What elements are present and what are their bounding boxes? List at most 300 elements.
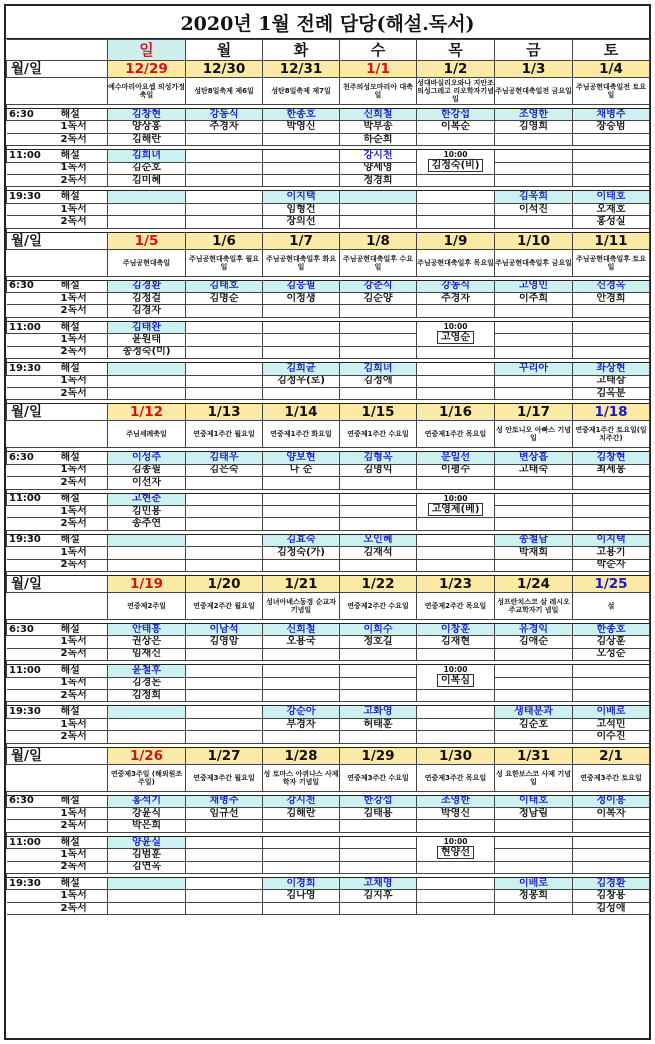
commentary-name xyxy=(495,836,573,848)
commentary-name xyxy=(573,493,650,505)
commentary-name: 한종호 xyxy=(263,109,340,121)
blank xyxy=(7,636,51,648)
commentary-name xyxy=(340,321,417,333)
commentary-row xyxy=(7,321,650,333)
reading1-name: 양세영 xyxy=(340,162,417,174)
blank xyxy=(7,346,51,358)
time-label: 19:30 xyxy=(7,878,51,890)
reading1-name: 김나영 xyxy=(263,890,340,902)
reading2-name xyxy=(340,305,417,317)
commentary-name xyxy=(108,363,186,375)
reading2-name xyxy=(495,648,573,660)
reading1-name xyxy=(186,890,263,902)
feast-cell: 연중제3주간 월요일 xyxy=(186,764,263,791)
reading2-name xyxy=(340,387,417,399)
commentary-name: 변상흡 xyxy=(495,452,573,464)
reading1-name: 고태삼 xyxy=(573,375,650,387)
commentary-name: 신희철 xyxy=(340,109,417,121)
commentary-name: 김태호 xyxy=(186,280,263,292)
time-label: 19:30 xyxy=(7,706,51,718)
reading1-name: 임규선 xyxy=(186,808,263,820)
blank xyxy=(7,861,51,873)
reading1-name xyxy=(417,890,495,902)
commentary-name: 윤철후 xyxy=(108,665,186,677)
reading1-name: 김경돈 xyxy=(108,677,186,689)
reading1-name: 이석진 xyxy=(495,203,573,215)
reading1-name: 김영희 xyxy=(495,121,573,133)
reading2-name xyxy=(186,518,263,530)
commentary-name: 채병주 xyxy=(573,109,650,121)
reading1-name xyxy=(340,505,417,517)
role-label: 2독서 xyxy=(51,133,108,145)
commentary-row xyxy=(7,191,650,203)
commentary-row xyxy=(7,534,650,546)
date-cell: 1/19 xyxy=(108,575,186,592)
role-label: 해설 xyxy=(51,191,108,203)
reading1-row xyxy=(7,375,650,387)
commentary-name: 고채영 xyxy=(340,878,417,890)
reading2-row xyxy=(7,559,650,571)
commentary-name xyxy=(573,321,650,333)
commentary-row xyxy=(7,493,650,505)
feast-cell: 성 안토니오 아빠스 기념일 xyxy=(495,421,573,448)
reading1-row xyxy=(7,334,650,346)
blank xyxy=(7,464,51,476)
reading1-row xyxy=(7,890,650,902)
role-label: 1독서 xyxy=(51,505,108,517)
reading2-name xyxy=(263,175,340,187)
role-label: 2독서 xyxy=(51,387,108,399)
blank xyxy=(7,559,51,571)
commentary-name: 고현춘 xyxy=(108,493,186,505)
reading1-name: 김재현 xyxy=(417,636,495,648)
reading2-name xyxy=(186,861,263,873)
role-label: 해설 xyxy=(51,363,108,375)
reading1-name: 김지후 xyxy=(340,890,417,902)
mass-commentator: 김정숙(비) xyxy=(428,159,484,172)
commentary-name xyxy=(495,321,573,333)
reading2-row xyxy=(7,518,650,530)
reading1-row xyxy=(7,121,650,133)
role-label: 2독서 xyxy=(51,861,108,873)
reading2-name xyxy=(340,902,417,914)
reading2-name xyxy=(495,820,573,832)
blank xyxy=(51,575,108,592)
reading2-name xyxy=(495,175,573,187)
reading1-name: 부경자 xyxy=(263,718,340,730)
date-cell: 1/12 xyxy=(108,404,186,421)
reading1-name xyxy=(186,547,263,559)
role-label: 해설 xyxy=(51,795,108,807)
reading1-name xyxy=(263,505,340,517)
weekday-header: 금 xyxy=(495,40,573,61)
reading2-row xyxy=(7,175,650,187)
reading2-name xyxy=(340,559,417,571)
reading1-row xyxy=(7,162,650,174)
commentary-name: 이배로 xyxy=(495,878,573,890)
blank xyxy=(7,133,51,145)
role-label: 1독서 xyxy=(51,718,108,730)
blank xyxy=(7,677,51,689)
reading1-name xyxy=(495,375,573,387)
commentary-name: 꾸리아 xyxy=(495,363,573,375)
reading2-name xyxy=(340,518,417,530)
reading2-name xyxy=(495,387,573,399)
commentary-name: 이지택 xyxy=(573,534,650,546)
role-label: 해설 xyxy=(51,150,108,162)
reading1-row xyxy=(7,677,650,689)
reading1-name xyxy=(186,718,263,730)
reading1-name xyxy=(495,334,573,346)
reading2-name xyxy=(573,518,650,530)
feast-cell: 주님공현대축일 xyxy=(108,249,186,276)
feast-row xyxy=(7,592,650,619)
reading2-name xyxy=(186,477,263,489)
reading2-name xyxy=(573,690,650,702)
role-label: 2독서 xyxy=(51,305,108,317)
reading2-name xyxy=(495,861,573,873)
reading2-row xyxy=(7,133,650,145)
reading1-row xyxy=(7,293,650,305)
role-label: 2독서 xyxy=(51,216,108,228)
role-label: 1독서 xyxy=(51,849,108,861)
reading2-name xyxy=(417,559,495,571)
reading1-name: 김명익 xyxy=(340,464,417,476)
feast-cell: 연중제1주간 수요일 xyxy=(340,421,417,448)
blank xyxy=(7,592,108,619)
commentary-name xyxy=(186,706,263,718)
role-label: 2독서 xyxy=(51,175,108,187)
commentary-name: 강시천 xyxy=(263,795,340,807)
commentary-name: 김형옥 xyxy=(340,452,417,464)
date-row xyxy=(7,747,650,764)
date-cell: 1/11 xyxy=(573,232,650,249)
reading1-name xyxy=(495,677,573,689)
role-label: 해설 xyxy=(51,493,108,505)
reading1-name: 김순호 xyxy=(495,718,573,730)
reading2-name xyxy=(417,861,495,873)
feast-cell: 성 토마스 아퀴나스 사제학자 기념일 xyxy=(263,764,340,791)
reading1-name: 강윤식 xyxy=(108,808,186,820)
commentary-name xyxy=(186,150,263,162)
weekday-mass-cell xyxy=(417,836,495,861)
time-label: 19:30 xyxy=(7,363,51,375)
commentary-name: 오인혜 xyxy=(340,534,417,546)
month-day-label: 월/일 xyxy=(7,61,51,78)
reading1-name: 김명순 xyxy=(186,293,263,305)
commentary-name xyxy=(186,665,263,677)
feast-cell: 성탄8일축제 제6일 xyxy=(186,78,263,105)
reading1-name: 오재호 xyxy=(573,203,650,215)
reading2-name xyxy=(495,690,573,702)
month-day-label: 월/일 xyxy=(7,747,51,764)
reading1-name xyxy=(495,505,573,517)
reading1-name xyxy=(108,547,186,559)
commentary-name xyxy=(186,363,263,375)
reading2-name xyxy=(186,133,263,145)
reading1-name: 이주희 xyxy=(495,293,573,305)
reading2-row xyxy=(7,648,650,660)
commentary-row xyxy=(7,836,650,848)
reading1-name: 주경자 xyxy=(186,121,263,133)
role-label: 1독서 xyxy=(51,636,108,648)
commentary-name xyxy=(417,534,495,546)
blank xyxy=(7,648,51,660)
reading2-name xyxy=(186,690,263,702)
feast-cell: 성 요한보스코 사제 기념일 xyxy=(495,764,573,791)
reading2-name xyxy=(108,902,186,914)
blank xyxy=(51,747,108,764)
role-label: 1독서 xyxy=(51,464,108,476)
date-row xyxy=(7,232,650,249)
time-label: 11:00 xyxy=(7,493,51,505)
date-cell: 1/16 xyxy=(417,404,495,421)
blank xyxy=(7,890,51,902)
reading2-name: 송정숙(미) xyxy=(108,346,186,358)
reading1-name: 김정숙(가) xyxy=(263,547,340,559)
role-label: 2독서 xyxy=(51,346,108,358)
reading1-name xyxy=(108,890,186,902)
reading1-name: 정남림 xyxy=(495,808,573,820)
commentary-name: 김응필 xyxy=(263,280,340,292)
time-label: 6:30 xyxy=(7,452,51,464)
commentary-name: 한강섭 xyxy=(340,795,417,807)
reading1-row xyxy=(7,808,650,820)
commentary-name: 김희녀 xyxy=(340,363,417,375)
reading1-name xyxy=(263,162,340,174)
reading1-name: 김정애 xyxy=(340,375,417,387)
feast-cell: 주님공현대축일전 토요일 xyxy=(573,78,650,105)
reading2-name: 김해란 xyxy=(108,133,186,145)
reading1-row xyxy=(7,636,650,648)
reading1-name: 김재석 xyxy=(340,547,417,559)
commentary-name: 김효숙 xyxy=(263,534,340,546)
reading2-name xyxy=(263,690,340,702)
reading1-name xyxy=(186,505,263,517)
weekday-header: 목 xyxy=(417,40,495,61)
reading1-name: 김순호 xyxy=(108,162,186,174)
blank xyxy=(7,820,51,832)
reading2-name xyxy=(417,133,495,145)
feast-cell: 연중제2주간 목요일 xyxy=(417,592,495,619)
role-label: 2독서 xyxy=(51,477,108,489)
feast-cell: 성녀아녜스동정 순교자기념일 xyxy=(263,592,340,619)
weekday-mass-cell xyxy=(417,493,495,518)
reading1-row xyxy=(7,547,650,559)
reading1-name: 고석민 xyxy=(573,718,650,730)
date-cell: 12/30 xyxy=(186,61,263,78)
reading2-name xyxy=(340,861,417,873)
reading1-name: 고태숙 xyxy=(495,464,573,476)
reading1-name xyxy=(573,677,650,689)
reading2-name xyxy=(417,175,495,187)
reading1-name: 김종필 xyxy=(108,464,186,476)
blank xyxy=(7,518,51,530)
role-label: 2독서 xyxy=(51,820,108,832)
reading2-name xyxy=(495,305,573,317)
commentary-name xyxy=(186,534,263,546)
commentary-row xyxy=(7,109,650,121)
mass-commentator: 고영제(베) xyxy=(428,503,484,516)
reading1-name xyxy=(186,375,263,387)
commentary-name xyxy=(263,836,340,848)
blank xyxy=(7,375,51,387)
time-label: 11:00 xyxy=(7,665,51,677)
role-label: 해설 xyxy=(51,534,108,546)
reading2-name xyxy=(186,559,263,571)
reading1-name xyxy=(340,677,417,689)
reading2-name: 이선자 xyxy=(108,477,186,489)
date-cell: 1/21 xyxy=(263,575,340,592)
feast-row xyxy=(7,249,650,276)
commentary-row xyxy=(7,623,650,635)
reading1-name: 박부송 xyxy=(340,121,417,133)
reading2-row xyxy=(7,477,650,489)
reading1-name xyxy=(417,547,495,559)
commentary-row xyxy=(7,795,650,807)
mass-commentator: 고영순 xyxy=(437,331,474,344)
reading2-name xyxy=(263,559,340,571)
weekday-header: 토 xyxy=(573,40,650,61)
commentary-row xyxy=(7,706,650,718)
commentary-name: 강춘식 xyxy=(340,280,417,292)
month-day-label: 월/일 xyxy=(7,575,51,592)
commentary-name xyxy=(108,534,186,546)
commentary-name: 강동식 xyxy=(417,280,495,292)
commentary-name xyxy=(108,191,186,203)
date-cell: 1/2 xyxy=(417,61,495,78)
role-label: 해설 xyxy=(51,280,108,292)
commentary-name xyxy=(263,665,340,677)
reading1-name: 안경희 xyxy=(573,293,650,305)
reading2-name: 장의선 xyxy=(263,216,340,228)
reading2-name xyxy=(263,731,340,743)
blank xyxy=(51,232,108,249)
reading2-name: 하순희 xyxy=(340,133,417,145)
reading2-name xyxy=(495,518,573,530)
reading1-name: 권상은 xyxy=(108,636,186,648)
date-cell: 1/13 xyxy=(186,404,263,421)
feast-cell: 주님공현대축일후 화요일 xyxy=(263,249,340,276)
role-label: 해설 xyxy=(51,665,108,677)
blank xyxy=(7,249,108,276)
commentary-name xyxy=(263,150,340,162)
blank xyxy=(7,78,108,105)
reading1-name xyxy=(186,849,263,861)
reading2-name xyxy=(263,861,340,873)
reading1-name: 김영암 xyxy=(186,636,263,648)
time-label: 19:30 xyxy=(7,534,51,546)
reading1-name xyxy=(263,677,340,689)
blank xyxy=(7,547,51,559)
reading2-row xyxy=(7,690,650,702)
reading2-name: 정경희 xyxy=(340,175,417,187)
commentary-name xyxy=(417,363,495,375)
commentary-name: 이배로 xyxy=(573,706,650,718)
commentary-name: 김경환 xyxy=(573,878,650,890)
commentary-name: 강동식 xyxy=(186,109,263,121)
commentary-name xyxy=(340,836,417,848)
mass-commentator: 현양선 xyxy=(437,846,474,859)
reading2-name xyxy=(573,175,650,187)
reading1-name: 박영신 xyxy=(263,121,340,133)
date-cell: 1/27 xyxy=(186,747,263,764)
reading2-name: 오성순 xyxy=(573,648,650,660)
blank xyxy=(7,162,51,174)
commentary-name xyxy=(573,150,650,162)
reading2-name xyxy=(186,731,263,743)
commentary-name xyxy=(340,665,417,677)
reading1-name xyxy=(340,334,417,346)
reading2-name xyxy=(340,216,417,228)
reading2-name xyxy=(263,648,340,660)
reading2-name: 김연옥 xyxy=(108,861,186,873)
commentary-name: 김창현 xyxy=(573,452,650,464)
date-cell: 1/10 xyxy=(495,232,573,249)
commentary-name: 문일선 xyxy=(417,452,495,464)
commentary-name: 강순아 xyxy=(263,706,340,718)
blank xyxy=(7,764,108,791)
weekday-header-row xyxy=(7,40,650,61)
reading2-row xyxy=(7,731,650,743)
reading1-name: 양상홍 xyxy=(108,121,186,133)
reading1-name: 오용국 xyxy=(263,636,340,648)
reading1-name xyxy=(573,849,650,861)
commentary-name: 김희균 xyxy=(263,363,340,375)
feast-cell: 연중제3주간 목요일 xyxy=(417,764,495,791)
mass-time: 10:00 xyxy=(443,150,468,160)
feast-cell: 연중제1주간 목요일 xyxy=(417,421,495,448)
mass-time: 10:00 xyxy=(443,321,468,331)
date-cell: 1/3 xyxy=(495,61,573,78)
weekday-header: 월 xyxy=(186,40,263,61)
reading1-name: 고용기 xyxy=(573,547,650,559)
commentary-name xyxy=(186,321,263,333)
date-cell: 1/23 xyxy=(417,575,495,592)
reading2-name xyxy=(417,518,495,530)
reading2-name: 홍성실 xyxy=(573,216,650,228)
reading1-name: 김창용 xyxy=(573,890,650,902)
commentary-name xyxy=(495,665,573,677)
date-cell: 1/20 xyxy=(186,575,263,592)
reading2-name: 임재신 xyxy=(108,648,186,660)
reading2-name xyxy=(417,648,495,660)
time-label: 11:00 xyxy=(7,321,51,333)
date-cell: 1/14 xyxy=(263,404,340,421)
reading2-name xyxy=(573,861,650,873)
feast-row xyxy=(7,78,650,105)
reading1-row xyxy=(7,505,650,517)
reading1-name xyxy=(340,203,417,215)
blank xyxy=(7,902,51,914)
role-label: 2독서 xyxy=(51,902,108,914)
reading1-name xyxy=(573,505,650,517)
reading1-name: 김정우(로) xyxy=(263,375,340,387)
reading1-name: 김태용 xyxy=(340,808,417,820)
page-title: 2020년 1월 전례 담당(해설.독서) xyxy=(6,6,649,39)
reading2-name xyxy=(573,346,650,358)
role-label: 해설 xyxy=(51,623,108,635)
reading1-name xyxy=(186,334,263,346)
reading2-name: 김성애 xyxy=(573,902,650,914)
blank xyxy=(7,387,51,399)
blank xyxy=(7,305,51,317)
commentary-name xyxy=(417,191,495,203)
role-label: 해설 xyxy=(51,878,108,890)
reading1-name xyxy=(495,849,573,861)
commentary-name: 생태분과 xyxy=(495,706,573,718)
commentary-name: 김경환 xyxy=(108,280,186,292)
